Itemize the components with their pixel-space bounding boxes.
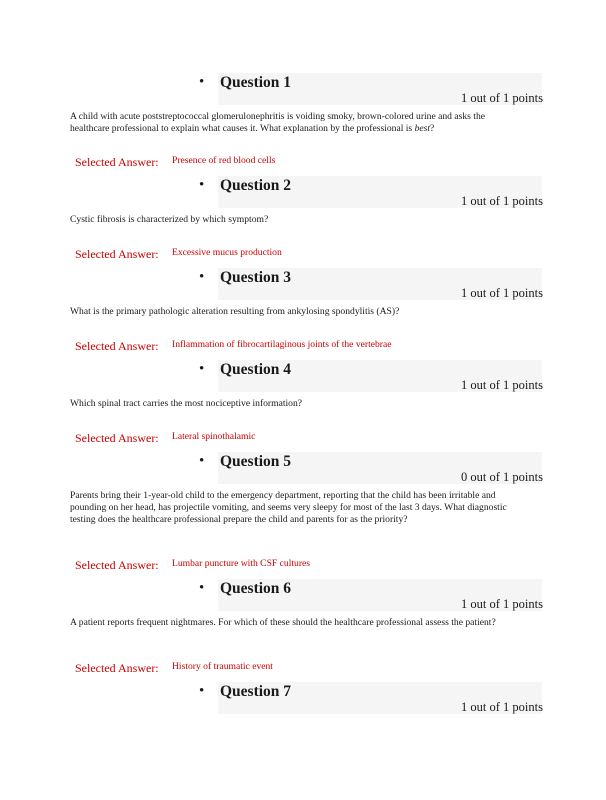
question-title: Question 4 (220, 361, 292, 378)
selected-answer-label: Selected Answer: (75, 247, 159, 261)
bullet-icon: • (199, 269, 205, 285)
bullet-icon: • (199, 683, 205, 699)
question-text: Cystic fibrosis is characterized by which symptom? (70, 214, 269, 225)
selected-answer-value: Lumbar puncture with CSF cultures (172, 558, 311, 569)
question-title: Question 2 (220, 177, 292, 194)
selected-answer-label: Selected Answer: (75, 431, 159, 445)
question-points: 0 out of 1 points (461, 470, 543, 484)
question-points: 1 out of 1 points (461, 286, 543, 300)
question-points: 1 out of 1 points (461, 378, 543, 392)
question-text: A patient reports frequent nightmares. For which of these should the healthcare professional assess the patient? (70, 617, 496, 628)
selected-answer-value: Lateral spinothalamic (172, 431, 256, 442)
question-title: Question 7 (220, 683, 292, 700)
question-text: A child with acute poststreptococcal glomerulonephritis is voiding smoky, brown-colored urine and asks the healthcare professional to explain what causes it. What explanation by the professional is best? (70, 111, 486, 134)
question-text: What is the primary pathologic alteration resulting from ankylosing spondylitis (AS)? (70, 306, 400, 317)
question-points: 1 out of 1 points (461, 700, 543, 714)
question-points: 1 out of 1 points (461, 597, 543, 611)
question-title: Question 6 (220, 580, 292, 597)
bullet-icon: • (199, 453, 205, 469)
selected-answer-label: Selected Answer: (75, 155, 159, 169)
selected-answer-label: Selected Answer: (75, 558, 159, 572)
selected-answer-value: Excessive mucus production (172, 247, 282, 258)
bullet-icon: • (199, 580, 205, 596)
selected-answer-value: History of traumatic event (172, 661, 273, 672)
question-title: Question 1 (220, 74, 292, 91)
selected-answer-label: Selected Answer: (75, 661, 159, 675)
selected-answer-value: Inflammation of fibrocartilaginous joints of the vertebrae (172, 339, 392, 350)
question-text: Which spinal tract carries the most nociceptive information? (70, 398, 303, 409)
selected-answer-value: Presence of red blood cells (172, 155, 276, 166)
selected-answer-label: Selected Answer: (75, 339, 159, 353)
question-title: Question 5 (220, 453, 292, 470)
bullet-icon: • (199, 361, 205, 377)
question-text: Parents bring their 1-year-old child to the emergency department, reporting that the child has been irritable and pounding on her head, has projectile vomiting, and seems very sleepy for most of the last 3 days. What diagnostic testing does the healthcare professional prepare the child and parents for as the priority? (70, 490, 507, 525)
question-title: Question 3 (220, 269, 292, 286)
question-points: 1 out of 1 points (461, 91, 543, 105)
emphasis-text: best (414, 123, 431, 134)
question-points: 1 out of 1 points (461, 194, 543, 208)
bullet-icon: • (199, 177, 205, 193)
bullet-icon: • (199, 74, 205, 90)
